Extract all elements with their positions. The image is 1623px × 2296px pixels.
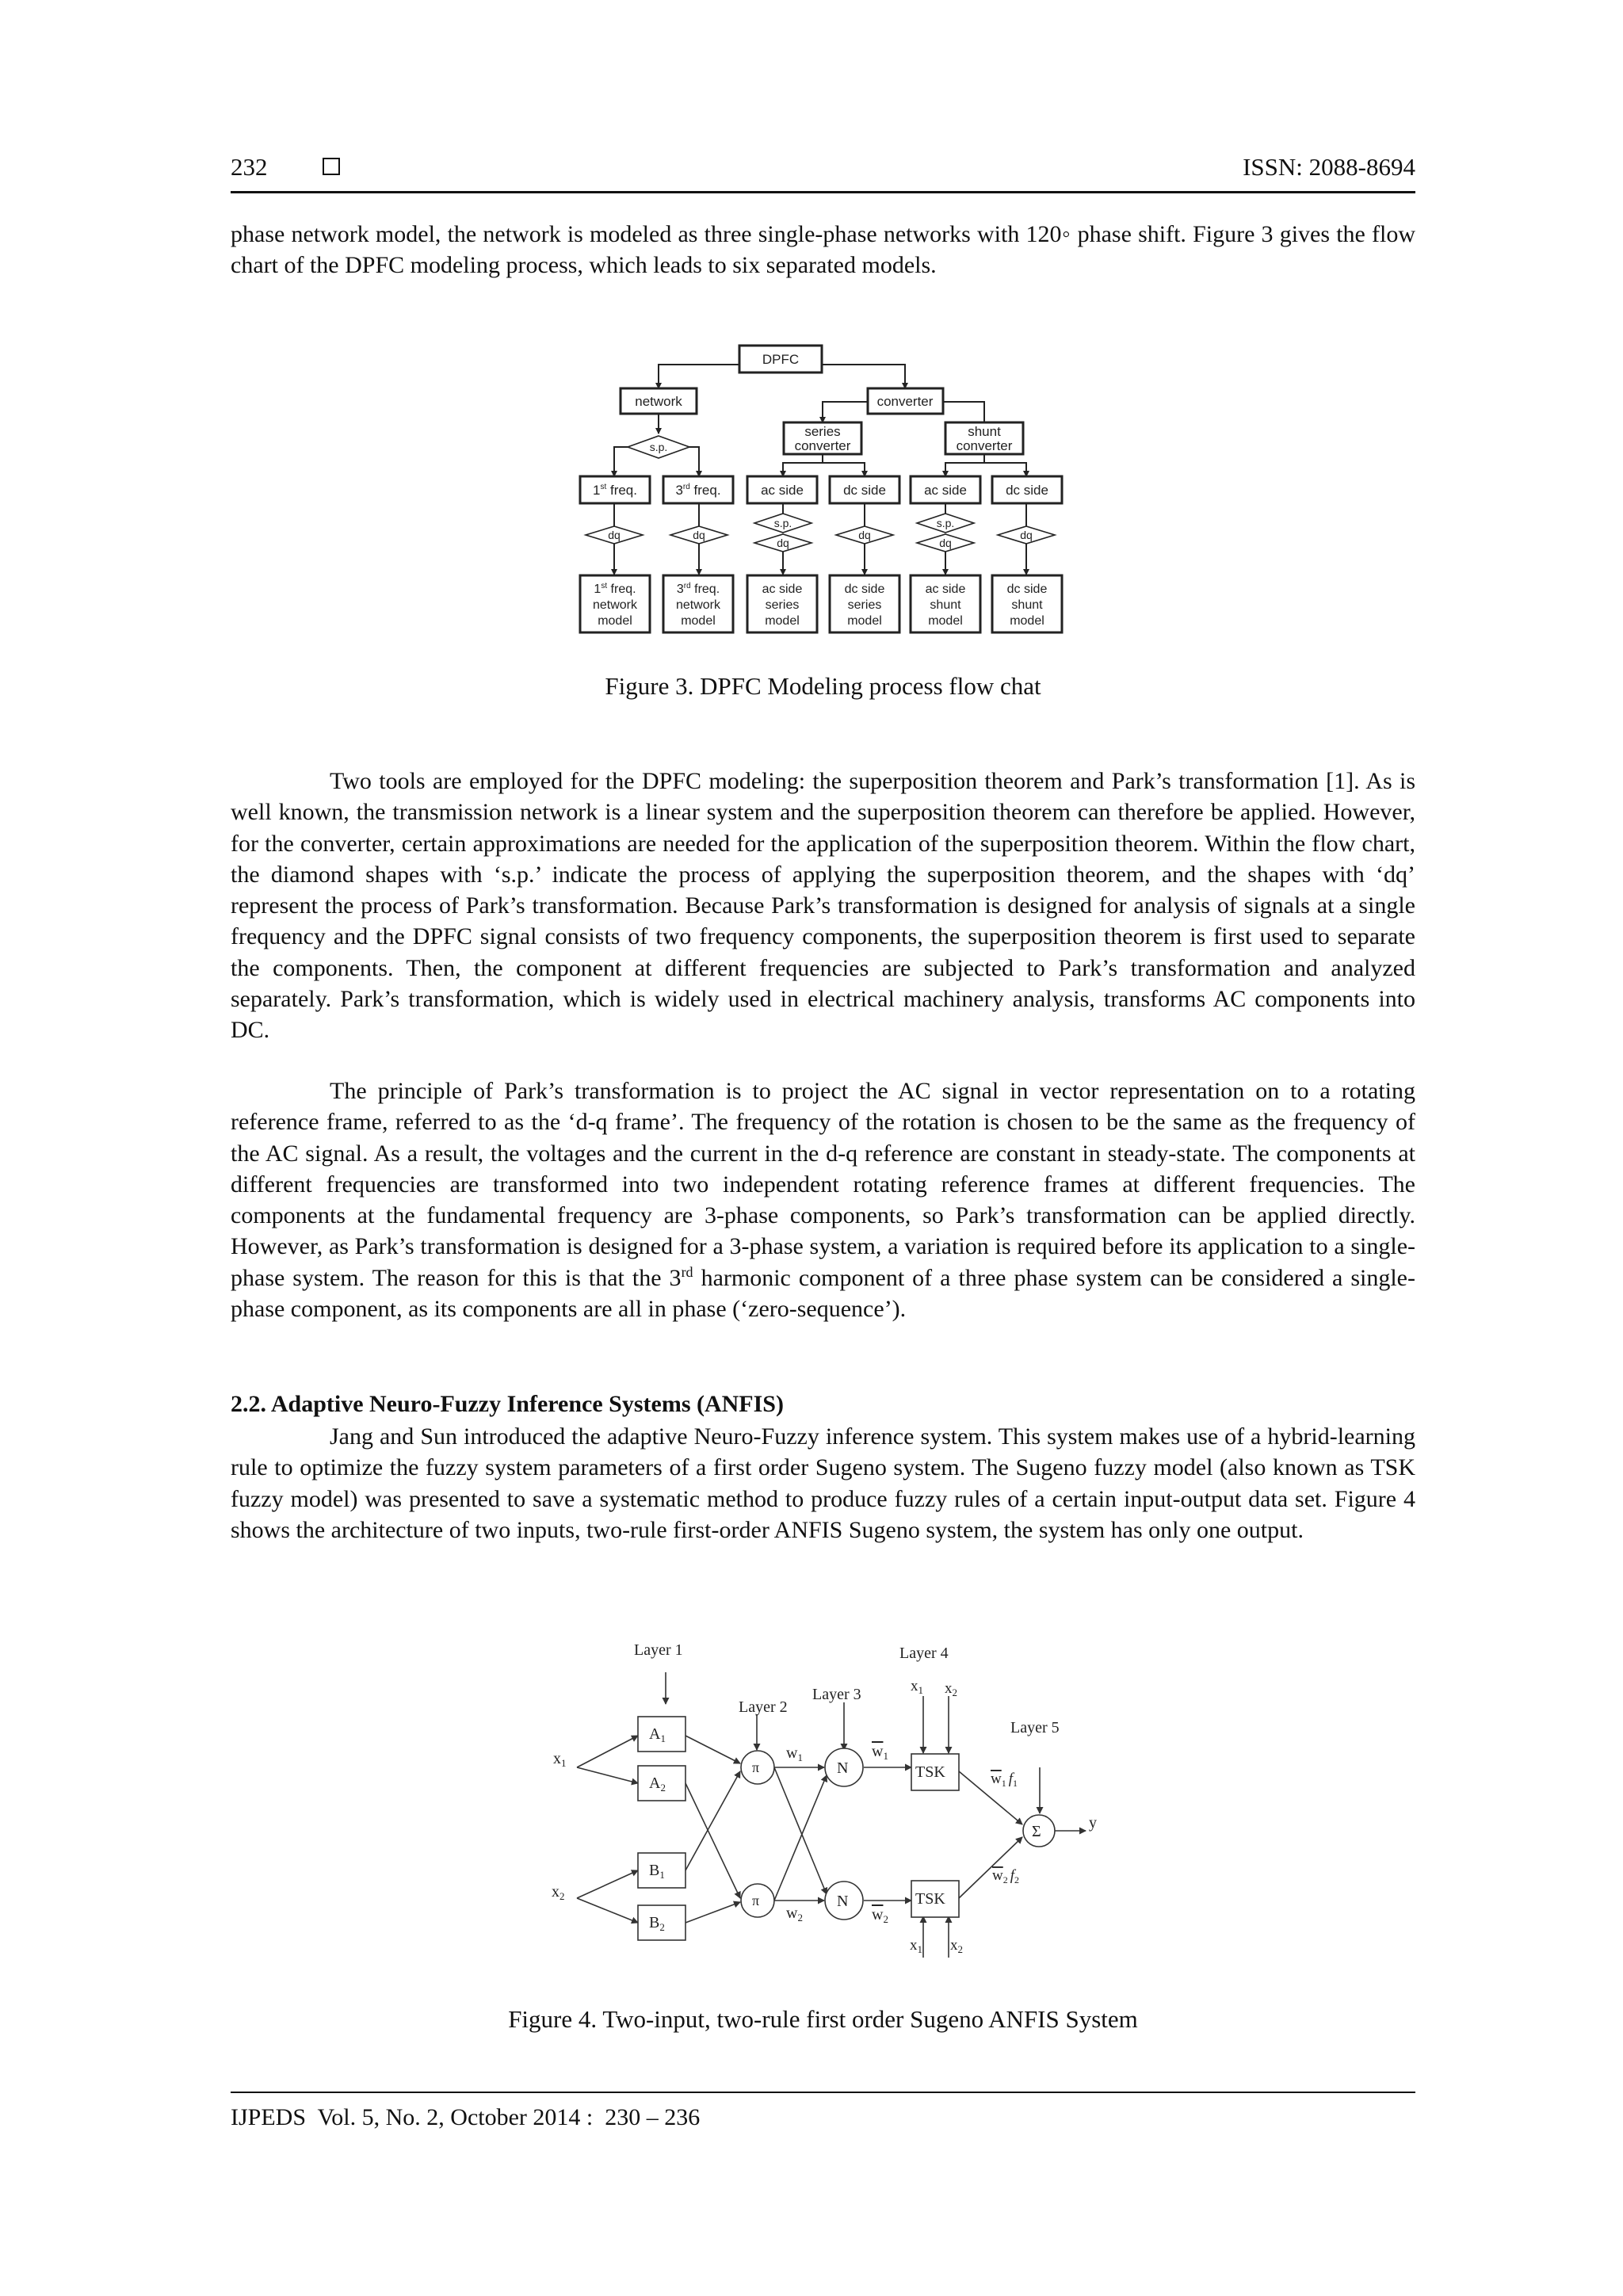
body-paragraph-anfis: Jang and Sun introduced the adaptive Neuro-Fuzzy inference system. This system makes use of a hybrid-learning rule to optimize the fuzzy system parameters of a first order Sugeno system. The Sugeno fuzzy model (also known as TSK fuzzy model) was presented to save a systematic method to produce fuzzy rules of a certain input-output data set. Figure 4 shows the architecture of two inputs, two-rule first-order ANFIS Sugeno system, the system has only one output. <box>231 1423 1415 1543</box>
input-x1: $x_1$ <box>553 1750 567 1769</box>
model-label: model <box>765 614 800 628</box>
norm-w2: $w_2$ <box>872 1906 888 1925</box>
section-heading: 2.2. Adaptive Neuro-Fuzzy Inference Systems (ANFIS) <box>231 1391 784 1417</box>
model-label: dc side <box>1006 583 1048 596</box>
diamond-sp: s.p. <box>936 517 955 529</box>
node-shunt-dc-side: dc side <box>1006 483 1048 498</box>
diamond-dq: dq <box>608 529 621 541</box>
model-label: series <box>847 598 882 612</box>
model-label: ac side <box>925 583 966 596</box>
output-y: y <box>1089 1814 1097 1832</box>
header-rule <box>231 191 1415 193</box>
model-label: model <box>847 614 882 628</box>
tsk1-input-x2: $x_2$ <box>945 1680 957 1698</box>
mf-a1: $A_1$ <box>649 1725 666 1744</box>
model-label: model <box>598 614 632 628</box>
body-paragraph-park: The principle of Park’s transformation is to project the AC signal in vector representation on to a rotating reference frame, referred to as the ‘d-q frame’. The frequency of the rotation is chosen to be the same as the frequency of the AC signal. As a result, the voltages and the current in the d-q reference are constant in steady-state. The components at different frequencies are transformed into two independent rotating reference frames at different frequencies. The components at the fundamental frequency are 3-phase components, so Park’s transformation can be applied directly. However, as Park’s transformation is designed for a 3-phase system, a variation is required before its application to a single-phase system. The reason for this is that the 3rd harmonic component of a three phase system can be considered a single-phase component, as its components are all in phase (‘zero-sequence’). <box>231 1078 1415 1323</box>
mf-a2: $A_2$ <box>649 1775 666 1794</box>
figure3-caption: Figure 3. DPFC Modeling process flow chat <box>605 672 1041 700</box>
diamond-sp: s.p. <box>649 441 668 453</box>
tsk2-input-x1: $x_1$ <box>910 1937 922 1955</box>
figure3-flowchart <box>571 341 1078 645</box>
node-dpfc: DPFC <box>762 352 800 367</box>
mf-b2: $B_2$ <box>649 1914 665 1933</box>
figure4-caption: Figure 4. Two-input, two-rule first order Sugeno ANFIS System <box>508 2005 1138 2033</box>
output-w2f2: $w_2$ $f_2$ <box>992 1867 1020 1885</box>
node-3rd-freq: 3rd freq. <box>675 483 721 498</box>
diamond-dq: dq <box>777 537 789 549</box>
journal-footer: IJPEDS Vol. 5, No. 2, October 2014 : 230 – 236 <box>231 2104 701 2130</box>
model-label: ac side <box>762 583 803 596</box>
diamond-dq: dq <box>858 529 871 541</box>
model-label: model <box>1010 614 1044 628</box>
model-label: network <box>675 598 721 612</box>
node-series-ac-side: ac side <box>761 483 804 498</box>
node-tsk-1: TSK <box>915 1763 945 1781</box>
body-paragraph-tools: Two tools are employed for the DPFC modeling: the superposition theorem and Park’s transformation [1]. As is well known, the transmission network is a linear system and the superposition theorem can therefore be applied. However, for the converter, certain approximations are needed for the application of the superposition theorem. Within the flow chart, the diamond shapes with ‘s.p.’ indicate the process of applying the superposition theorem, and the shapes with ‘dq’ represent the process of Park’s transformation. Because Park’s transformation is designed for analysis of signals at a single frequency and the DPFC signal consists of two frequency components, the superposition theorem is first used to separate the components. Then, the component at different frequencies are subjected to Park’s transformation and analyzed separately. Park’s transformation, which is widely used in electrical machinery analysis, transforms AC components into DC. <box>231 768 1415 1044</box>
intro-paragraph: phase network model, the network is modeled as three single-phase networks with 120◦ phase shift. Figure 3 gives the flow chart of the DPFC modeling process, which leads to six separated models. <box>231 221 1415 279</box>
node-network: network <box>635 394 682 409</box>
weight-w1: $w_1$ <box>786 1744 803 1763</box>
weight-w2: $w_2$ <box>786 1904 803 1924</box>
figure4-anfis-diagram <box>539 1625 1125 1966</box>
node-1st-freq: 1st freq. <box>593 483 637 498</box>
node-pi-2: π <box>752 1893 760 1908</box>
node-series-dc-side: dc side <box>843 483 886 498</box>
node-shunt-label: shunt <box>968 424 1001 439</box>
diamond-sp: s.p. <box>773 517 792 529</box>
model-label: model <box>928 614 963 628</box>
model-label: dc side <box>844 583 885 596</box>
diamond-dq: dq <box>939 537 952 549</box>
mf-b1: $B_1$ <box>649 1862 665 1881</box>
tsk1-input-x1: $x_1$ <box>911 1678 923 1696</box>
layer5-label: Layer 5 <box>1010 1719 1060 1736</box>
node-shunt-ac-side: ac side <box>924 483 967 498</box>
footer-rule <box>231 2092 1415 2093</box>
diamond-dq: dq <box>693 529 705 541</box>
node-series-label2: converter <box>794 438 851 453</box>
page-number: 232 <box>231 153 268 181</box>
model-1st-freq: 1st freq. <box>594 582 636 596</box>
square-bullet-icon <box>323 158 340 175</box>
layer3-label: Layer 3 <box>812 1686 861 1703</box>
node-series-label: series <box>804 424 841 439</box>
layer2-label: Layer 2 <box>739 1698 788 1716</box>
model-label: series <box>765 598 800 612</box>
input-x2: $x_2$ <box>552 1883 565 1902</box>
model-label: shunt <box>1011 598 1043 612</box>
layer4-label: Layer 4 <box>899 1645 949 1662</box>
node-converter: converter <box>876 394 934 409</box>
diamond-dq: dq <box>1020 529 1033 541</box>
node-tsk-2: TSK <box>915 1890 945 1908</box>
node-shunt-label2: converter <box>956 438 1013 453</box>
model-3rd-freq: 3rd freq. <box>676 582 720 596</box>
model-label: shunt <box>930 598 961 612</box>
issn: ISSN: 2088-8694 <box>1243 153 1415 181</box>
layer1-label: Layer 1 <box>634 1641 683 1659</box>
model-label: network <box>592 598 638 612</box>
tsk2-input-x2: $x_2$ <box>950 1937 963 1955</box>
node-n-1: N <box>837 1759 849 1777</box>
norm-w1: $w_1$ <box>872 1743 888 1762</box>
node-n-2: N <box>837 1893 849 1910</box>
output-w1f1: $w_1$ $f_1$ <box>991 1771 1018 1789</box>
node-sigma: Σ <box>1032 1823 1041 1840</box>
node-pi-1: π <box>752 1759 760 1775</box>
model-label: model <box>681 614 716 628</box>
